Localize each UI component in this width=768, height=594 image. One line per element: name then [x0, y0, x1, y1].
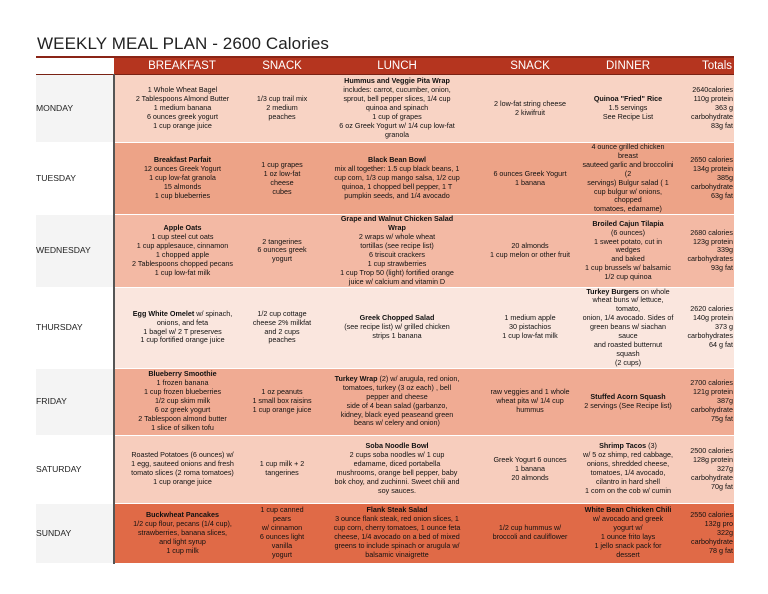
day-row-sunday	[36, 503, 734, 563]
meal-details: 1 cup milk + 2 tangerines	[259, 459, 305, 478]
meal-details: on whole wheat buns w/ lettuce, tomato, onion, 1/4 avocado. Sides of green beans w/ siachan sauce and roasted butternut squash (2 cups)	[582, 287, 674, 367]
meal-cell-snack2	[480, 503, 580, 563]
meal-details: 1/3 cup trail mix 2 medium peaches	[256, 94, 308, 121]
meal-cell-snack1	[250, 215, 314, 287]
meal-details: 2 cups soba noodles w/ 1 cup edamame, diced portabella mushrooms, orange bell pepper, baby bok choy, and zuchinni. Sweet chili and soy sauces.	[334, 450, 460, 495]
meal-cell-breakfast	[114, 287, 250, 368]
meal-title: Soba Noodle Bowl	[365, 441, 429, 451]
meal-title: Buckwheat Pancakes	[145, 509, 220, 519]
meal-title: White Bean Chicken Chili	[584, 505, 672, 515]
meal-title: Hummus and Veggie Pita Wrap	[344, 76, 450, 86]
daily-totals: 2500 calories 128g protein 327g carbohydrate 70g fat	[676, 435, 734, 503]
meal-cell-snack1	[250, 287, 314, 368]
meal-title: Broiled Cajun Tilapia	[592, 218, 664, 228]
meal-details: (see recipe list) w/ grilled chicken strips 1 banana	[344, 322, 450, 341]
meal-details: 2 wraps w/ whole wheat tortillas (see recipe list) 6 triscuit crackers 1 cup strawberries 1 cup Trop 50 (light) fortified orange juice w/ calcium and vitamin D	[340, 232, 454, 286]
meal-title: Stuffed Acorn Squash	[590, 391, 666, 401]
page-title: WEEKLY MEAL PLAN - 2600 Calories	[37, 34, 330, 53]
day-row-tuesday	[36, 143, 734, 215]
meal-details: 1/2 cup cottage cheese 2% milkfat and 2 cups peaches	[252, 308, 312, 345]
meal-details: (3) w/ 5 oz shimp, red cabbage, onions, shredded cheese, tomatoes, 1/4 avocado, cilantro in hard shell 1 corn on the cob w/ cumin	[583, 441, 673, 495]
day-row-saturday	[36, 435, 734, 503]
header-corner	[36, 58, 114, 75]
meal-details: 1/2 cup hummus w/ broccoli and cauliflower	[492, 523, 568, 542]
meal-details: raw veggies and 1 whole wheat pita w/ 1/4 cup hummus	[490, 387, 570, 415]
meal-cell-breakfast	[114, 215, 250, 287]
day-row-monday	[36, 75, 734, 143]
header-dinner: DINNER	[580, 58, 676, 75]
day-label: FRIDAY	[36, 368, 114, 435]
daily-totals: 2550 calories 132g pro 322g carbohydrate 78 g fat	[676, 503, 734, 563]
meal-cell-lunch	[314, 287, 480, 368]
meal-details: 1 cup steel cut oats 1 cup applesauce, cinnamon 1 chopped apple 2 Tablespoons chopped pecans 1 cup low-fat milk	[132, 232, 233, 277]
meal-cell-breakfast	[114, 435, 250, 503]
day-row-thursday	[36, 287, 734, 368]
meal-details: 2 servings (See Recipe list)	[584, 400, 672, 410]
meal-cell-snack1	[250, 435, 314, 503]
meal-title: Flank Steak Salad	[366, 505, 428, 515]
meal-cell-dinner	[580, 75, 676, 143]
meal-details: 1 medium apple 30 pistachios 1 cup low-fat milk	[502, 313, 558, 341]
meal-title: Greek Chopped Salad	[359, 313, 435, 323]
meal-details: 20 almonds 1 cup melon or other fruit	[490, 240, 570, 259]
meal-details: 4 ounce grilled chicken breast sauteed garlic and broccolini (2 servings) Bulgur salad ( 1 cup bulgur w/ onions, chopped tomatoes, edamame)	[582, 142, 674, 214]
meal-cell-snack2	[480, 287, 580, 368]
day-label: WEDNESDAY	[36, 215, 114, 287]
day-row-friday	[36, 368, 734, 435]
day-row-wednesday	[36, 215, 734, 287]
meal-plan-table	[36, 58, 734, 564]
meal-details: 1 oz peanuts 1 small box raisins 1 cup orange juice	[252, 387, 312, 415]
meal-cell-lunch	[314, 503, 480, 563]
meal-details: 2 low-fat string cheese 2 kiwifruit	[494, 98, 566, 117]
header-row	[36, 58, 734, 75]
meal-details: includes: carrot, cucumber, onion, sprout, bell pepper slices, 1/4 cup quinoa and spinach 1 cup of grapes 6 oz Greek Yogurt w/ 1/4 cup low-fat granola	[339, 85, 455, 139]
meal-details: 1 cup grapes 1 oz low-fat cheese cubes	[261, 159, 303, 196]
meal-title: Blueberry Smoothie	[148, 369, 217, 379]
meal-cell-snack2	[480, 143, 580, 215]
meal-cell-lunch	[314, 435, 480, 503]
meal-details: (2) w/ arugula, red onion, tomatoes, turkey (3 oz each) , bell pepper and cheese side of 4 bean salad (garbanzo, kidney, black eyed peaseand green beans w/ celery and onion)	[340, 373, 460, 428]
meal-details: 2 tangerines 6 ounces greek yogurt	[257, 236, 307, 264]
daily-totals: 2620 calories 140g protein 373 g carbohydrates 64 g fat	[676, 287, 734, 368]
meal-cell-dinner	[580, 368, 676, 435]
header-breakfast: BREAKFAST	[114, 58, 250, 75]
meal-cell-lunch	[314, 215, 480, 287]
meal-title: Turkey Burgers	[586, 287, 639, 296]
meal-title: Egg White Omelet	[132, 308, 195, 318]
meal-details: w/ spinach, onions, and feta 1 bagel w/ 2 T preserves 1 cup fortified orange juice	[140, 308, 233, 345]
daily-totals: 2680 calories 123g protein 339g carbohydrates 93g fat	[676, 215, 734, 287]
meal-cell-dinner	[580, 503, 676, 563]
meal-title: Apple Oats	[163, 223, 202, 233]
day-label: MONDAY	[36, 75, 114, 143]
meal-title: Black Bean Bowl	[368, 155, 426, 165]
meal-cell-snack2	[480, 215, 580, 287]
meal-title: Grape and Walnut Chicken Salad Wrap	[340, 214, 454, 233]
day-label: SATURDAY	[36, 435, 114, 503]
meal-details: 1 cup canned pears w/ cinnamon 6 ounces light vanilla yogurt	[259, 505, 305, 559]
meal-cell-snack1	[250, 143, 314, 215]
meal-details: 3 ounce flank steak, red onion slices, 1 cup corn, cherry tomatoes, 1 ounce feta cheese, 1/4 avocado on a bed of mixed greens to include spinach or arugula w/ balsamic vinaigrette	[333, 514, 461, 559]
header-totals: Totals	[676, 58, 734, 75]
meal-details: w/ avocado and greek yogurt w/ 1 ounce frito lays 1 jello snack pack for dessert	[592, 514, 664, 559]
header-snack-2: SNACK	[480, 58, 580, 75]
meal-cell-lunch	[314, 143, 480, 215]
meal-cell-dinner	[580, 435, 676, 503]
meal-details: 1.5 servings See Recipe List	[602, 103, 654, 121]
day-label: THURSDAY	[36, 287, 114, 368]
meal-details: Roasted Potatoes (6 ounces) w/ 1 egg, sauteed onions and fresh tomato slices (2 roma tomatoes) 1 cup orange juice	[131, 450, 234, 487]
meal-cell-dinner	[580, 143, 676, 215]
header-lunch: LUNCH	[314, 58, 480, 75]
meal-details: 1/2 cup flour, pecans (1/4 cup), strawberries, banana slices, and light syrup 1 cup milk	[133, 518, 232, 555]
daily-totals: 2640calories 110g protein 363 g carbohydrate 83g fat	[676, 75, 734, 143]
header-snack-1: SNACK	[250, 58, 314, 75]
meal-title: Shrimp Tacos	[599, 441, 647, 451]
meal-title: Breakfast Parfait	[153, 155, 212, 165]
meal-cell-snack1	[250, 368, 314, 435]
meal-cell-dinner	[580, 215, 676, 287]
meal-cell-snack2	[480, 368, 580, 435]
daily-totals: 2700 calories 121g protein 387g carbohydrate 75g fat	[676, 368, 734, 435]
meal-details: 12 ounces Greek Yogurt 1 cup low-fat granola 15 almonds 1 cup blueberries	[143, 164, 222, 200]
meal-details: mix all together: 1.5 cup black beans, 1 cup corn, 1/3 cup mango salsa, 1/2 cup quinoa, 1 chopped bell pepper, 1 T pumpkin seeds, and 1/4 avocado	[334, 164, 460, 200]
meal-cell-snack2	[480, 435, 580, 503]
meal-cell-lunch	[314, 75, 480, 143]
meal-details: (6 ounces) 1 sweet potato, cut in wedges and baked 1 cup brussels w/ balsamic 1/2 cup quinoa	[585, 227, 671, 282]
meal-cell-breakfast	[114, 503, 250, 563]
meal-title: Turkey Wrap	[334, 373, 378, 383]
meal-details: 1 frozen banana 1 cup frozen blueberries 1/2 cup skim milk 6 oz greek yogurt 2 Tablespoon almond butter 1 slice of silken tofu	[138, 378, 227, 432]
meal-cell-dinner	[580, 287, 676, 368]
day-label: TUESDAY	[36, 143, 114, 215]
meal-cell-breakfast	[114, 143, 250, 215]
meal-cell-lunch	[314, 368, 480, 435]
meal-cell-breakfast	[114, 75, 250, 143]
meal-cell-snack1	[250, 503, 314, 563]
day-label: SUNDAY	[36, 503, 114, 563]
meal-cell-snack2	[480, 75, 580, 143]
meal-details: 1 Whole Wheat Bagel 2 Tablespoons Almond Butter 1 medium banana 6 ounces greek yogurt 1 cup orange juice	[135, 85, 230, 130]
daily-totals: 2650 calories 134g protein 385g carbohydrate 63g fat	[676, 143, 734, 215]
meal-cell-breakfast	[114, 368, 250, 435]
meal-title: Quinoa "Fried" Rice	[593, 94, 663, 104]
meal-details: 6 ounces Greek Yogurt 1 banana	[493, 168, 567, 187]
meal-details: Greek Yogurt 6 ounces 1 banana 20 almonds	[493, 454, 567, 482]
meal-cell-snack1	[250, 75, 314, 143]
